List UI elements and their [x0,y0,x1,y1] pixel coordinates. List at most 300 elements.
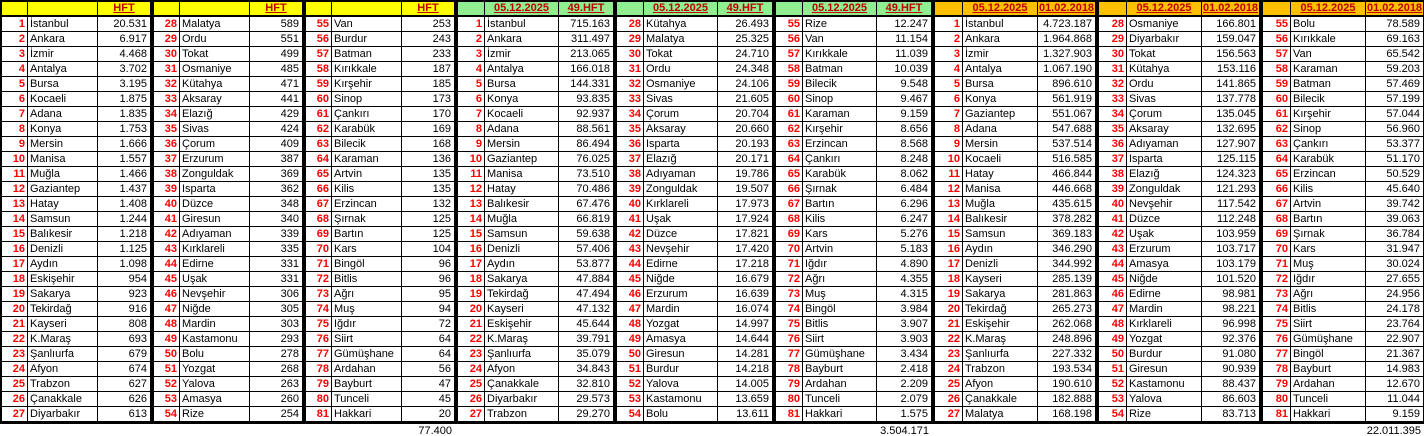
rank-cell[interactable]: 51 [617,362,644,377]
value-cell[interactable]: 125.115 [1202,152,1259,167]
city-cell[interactable]: Hakkari [1291,407,1366,422]
rank-cell[interactable]: 34 [1099,107,1127,122]
city-cell[interactable]: Şırnak [332,212,402,227]
value-cell[interactable]: 112.248 [1202,212,1259,227]
rank-cell[interactable]: 18 [458,272,485,287]
rank-cell[interactable]: 57 [306,47,332,62]
city-cell[interactable]: Rize [1127,407,1202,422]
rank-cell[interactable]: 53 [1099,392,1127,407]
city-cell[interactable]: Trabzon [963,362,1038,377]
rank-cell[interactable]: 37 [154,152,180,167]
rank-cell[interactable]: 24 [458,362,485,377]
rank-cell[interactable]: 76 [776,332,803,347]
city-cell[interactable]: Burdur [1127,347,1202,362]
value-cell[interactable]: 331 [250,257,302,272]
value-cell[interactable]: 613 [98,407,150,422]
city-cell[interactable]: Ağrı [803,272,877,287]
city-cell[interactable]: Niğde [180,302,250,317]
rank-cell[interactable]: 29 [154,32,180,47]
value-cell[interactable]: 954 [98,272,150,287]
rank-cell[interactable]: 29 [1099,32,1127,47]
rank-cell[interactable]: 52 [617,377,644,392]
city-cell[interactable]: Karaman [1291,62,1366,77]
city-cell[interactable]: Uşak [180,272,250,287]
rank-cell[interactable]: 60 [1263,92,1291,107]
rank-cell[interactable]: 2 [458,32,485,47]
rank-cell[interactable]: 75 [306,317,332,332]
value-cell[interactable]: 8.568 [877,137,931,152]
city-cell[interactable]: Erzincan [1291,167,1366,182]
city-cell[interactable]: Elazığ [1127,167,1202,182]
rank-cell[interactable]: 34 [154,107,180,122]
value-cell[interactable]: 3.195 [98,77,150,92]
rank-cell[interactable]: 43 [617,242,644,257]
rank-cell[interactable]: 65 [776,167,803,182]
value-cell[interactable]: 190.610 [1038,377,1095,392]
value-cell[interactable]: 551 [250,32,302,47]
value-cell[interactable]: 311.497 [559,32,613,47]
value-cell[interactable]: 14.644 [718,332,772,347]
value-cell[interactable]: 6.247 [877,212,931,227]
city-cell[interactable]: Kırıkkale [332,62,402,77]
rank-cell[interactable]: 35 [154,122,180,137]
value-cell[interactable]: 916 [98,302,150,317]
rank-cell[interactable]: 6 [935,92,963,107]
rank-cell[interactable]: 49 [154,332,180,347]
rank-cell[interactable]: 7 [935,107,963,122]
city-cell[interactable]: Eskişehir [963,317,1038,332]
value-cell[interactable]: 47.132 [559,302,613,317]
city-cell[interactable]: Bilecik [332,137,402,152]
city-cell[interactable]: Afyon [485,362,559,377]
city-cell[interactable]: Tokat [180,47,250,62]
rank-cell[interactable]: 2 [2,32,28,47]
rank-cell[interactable]: 73 [776,287,803,302]
value-cell[interactable]: 57.199 [1366,92,1423,107]
city-cell[interactable]: Kayseri [28,317,98,332]
group-total-cell[interactable]: 22.011.395 [1366,425,1421,436]
city-cell[interactable]: Gümüşhane [803,347,877,362]
value-header-cell[interactable]: HFT [250,2,302,17]
rank-cell[interactable]: 31 [617,62,644,77]
rank-cell[interactable]: 70 [1263,242,1291,257]
rank-cell[interactable]: 31 [154,62,180,77]
value-cell[interactable]: 16.679 [718,272,772,287]
rank-cell[interactable]: 45 [617,272,644,287]
city-cell[interactable]: Amasya [644,332,718,347]
rank-cell[interactable]: 47 [154,302,180,317]
value-cell[interactable]: 17.420 [718,242,772,257]
rank-cell[interactable]: 80 [306,392,332,407]
city-cell[interactable]: Erzurum [1127,242,1202,257]
date-header-cell[interactable]: 05.12.2025 [644,2,718,17]
value-cell[interactable]: 24.710 [718,47,772,62]
rank-cell[interactable]: 66 [1263,182,1291,197]
rank-cell[interactable]: 47 [1099,302,1127,317]
value-cell[interactable]: 127.907 [1202,137,1259,152]
city-cell[interactable]: Balıkesir [963,212,1038,227]
value-cell[interactable]: 94 [402,302,454,317]
date-header-cell[interactable]: 05.12.2025 [1291,2,1366,17]
city-cell[interactable]: Edirne [180,257,250,272]
city-cell[interactable]: Tunceli [332,392,402,407]
city-cell[interactable]: Denizli [28,242,98,257]
city-cell[interactable]: Mardin [180,317,250,332]
value-header-cell[interactable]: 49.HFT [877,2,931,17]
city-cell[interactable]: Denizli [485,242,559,257]
rank-cell[interactable]: 33 [1099,92,1127,107]
city-cell[interactable]: Bolu [1291,17,1366,32]
city-cell[interactable]: Denizli [963,257,1038,272]
value-cell[interactable]: 64 [402,332,454,347]
rank-cell[interactable]: 10 [935,152,963,167]
value-cell[interactable]: 561.919 [1038,92,1095,107]
value-cell[interactable]: 88.437 [1202,377,1259,392]
rank-header-cell[interactable] [306,2,332,17]
value-cell[interactable]: 471 [250,77,302,92]
city-cell[interactable]: Edirne [1127,287,1202,302]
value-cell[interactable]: 59.638 [559,227,613,242]
value-cell[interactable]: 429 [250,107,302,122]
rank-cell[interactable]: 44 [617,257,644,272]
date-header-cell[interactable]: 05.12.2025 [963,2,1038,17]
value-cell[interactable]: 1.964.868 [1038,32,1095,47]
rank-cell[interactable]: 77 [776,347,803,362]
rank-cell[interactable]: 2 [935,32,963,47]
city-cell[interactable]: Düzce [180,197,250,212]
value-cell[interactable]: 896.610 [1038,77,1095,92]
city-cell[interactable]: Çanakkale [28,392,98,407]
city-cell[interactable]: Zonguldak [1127,182,1202,197]
rank-cell[interactable]: 68 [1263,212,1291,227]
value-cell[interactable]: 135.045 [1202,107,1259,122]
value-cell[interactable]: 76.025 [559,152,613,167]
date-header-cell[interactable] [180,2,250,17]
value-cell[interactable]: 499 [250,47,302,62]
city-cell[interactable]: Malatya [644,32,718,47]
value-cell[interactable]: 56 [402,362,454,377]
city-cell[interactable]: Kırıkkale [803,47,877,62]
rank-cell[interactable]: 74 [776,302,803,317]
city-cell[interactable]: Sivas [180,122,250,137]
rank-cell[interactable]: 78 [776,362,803,377]
city-cell[interactable]: Adıyaman [1127,137,1202,152]
city-cell[interactable]: Ordu [1127,77,1202,92]
city-cell[interactable]: Aksaray [1127,122,1202,137]
value-cell[interactable]: 674 [98,362,150,377]
value-cell[interactable]: 19.786 [718,167,772,182]
rank-cell[interactable]: 48 [617,317,644,332]
rank-cell[interactable]: 79 [1263,377,1291,392]
rank-cell[interactable]: 40 [1099,197,1127,212]
city-cell[interactable]: Isparta [1127,152,1202,167]
value-cell[interactable]: 3.903 [877,332,931,347]
value-cell[interactable]: 83.713 [1202,407,1259,422]
city-cell[interactable]: Batman [1291,77,1366,92]
city-cell[interactable]: Karabük [1291,152,1366,167]
city-cell[interactable]: Isparta [644,137,718,152]
rank-cell[interactable]: 4 [458,62,485,77]
rank-cell[interactable]: 17 [2,257,28,272]
rank-cell[interactable]: 30 [1099,47,1127,62]
city-cell[interactable]: Ağrı [1291,287,1366,302]
rank-cell[interactable]: 50 [1099,347,1127,362]
city-cell[interactable]: Giresun [644,347,718,362]
rank-cell[interactable]: 44 [154,257,180,272]
rank-cell[interactable]: 41 [154,212,180,227]
value-cell[interactable]: 16.074 [718,302,772,317]
value-cell[interactable]: 72 [402,317,454,332]
value-cell[interactable]: 8.062 [877,167,931,182]
rank-cell[interactable]: 12 [458,182,485,197]
value-cell[interactable]: 14.005 [718,377,772,392]
city-cell[interactable]: Çorum [180,137,250,152]
rank-cell[interactable]: 49 [1099,332,1127,347]
city-cell[interactable]: Osmaniye [644,77,718,92]
value-cell[interactable]: 57.469 [1366,77,1423,92]
city-cell[interactable]: Karabük [332,122,402,137]
value-cell[interactable]: 9.159 [877,107,931,122]
value-cell[interactable]: 303 [250,317,302,332]
value-cell[interactable]: 135 [402,182,454,197]
rank-cell[interactable]: 25 [458,377,485,392]
value-cell[interactable]: 369.183 [1038,227,1095,242]
city-cell[interactable]: Kars [332,242,402,257]
rank-cell[interactable]: 5 [935,77,963,92]
city-cell[interactable]: Gümüşhane [1291,332,1366,347]
rank-cell[interactable]: 38 [617,167,644,182]
city-cell[interactable]: Samsun [28,212,98,227]
rank-cell[interactable]: 19 [2,287,28,302]
rank-cell[interactable]: 18 [935,272,963,287]
city-cell[interactable]: Kırklareli [1127,317,1202,332]
city-cell[interactable]: Çorum [1127,107,1202,122]
rank-cell[interactable]: 79 [306,377,332,392]
value-cell[interactable]: 156.563 [1202,47,1259,62]
rank-cell[interactable]: 17 [935,257,963,272]
city-cell[interactable]: Erzurum [644,287,718,302]
city-cell[interactable]: Çankırı [1291,137,1366,152]
rank-cell[interactable]: 36 [617,137,644,152]
value-cell[interactable]: 1.437 [98,182,150,197]
rank-header-cell[interactable] [458,2,485,17]
value-cell[interactable]: 34.843 [559,362,613,377]
value-cell[interactable]: 24.106 [718,77,772,92]
city-cell[interactable]: Şanlıurfa [963,347,1038,362]
value-cell[interactable]: 19.507 [718,182,772,197]
city-cell[interactable]: Samsun [963,227,1038,242]
city-cell[interactable]: Bartın [1291,212,1366,227]
rank-cell[interactable]: 70 [776,242,803,257]
city-cell[interactable]: Trabzon [28,377,98,392]
value-cell[interactable]: 260 [250,392,302,407]
value-cell[interactable]: 36.784 [1366,227,1423,242]
rank-header-cell[interactable] [1099,2,1127,17]
value-cell[interactable]: 233 [402,47,454,62]
city-cell[interactable]: Niğde [1127,272,1202,287]
value-cell[interactable]: 166.801 [1202,17,1259,32]
city-cell[interactable]: Kütahya [644,17,718,32]
rank-cell[interactable]: 11 [458,167,485,182]
city-cell[interactable]: Karabük [803,167,877,182]
rank-cell[interactable]: 11 [935,167,963,182]
rank-cell[interactable]: 67 [1263,197,1291,212]
rank-cell[interactable]: 13 [935,197,963,212]
value-header-cell[interactable]: 01.02.2018 [1366,2,1423,17]
value-cell[interactable]: 17.218 [718,257,772,272]
value-cell[interactable]: 20 [402,407,454,422]
city-cell[interactable]: Yozgat [180,362,250,377]
value-cell[interactable]: 14.281 [718,347,772,362]
city-cell[interactable]: Mersin [28,137,98,152]
rank-cell[interactable]: 30 [617,47,644,62]
value-cell[interactable]: 1.244 [98,212,150,227]
value-header-cell[interactable]: 49.HFT [718,2,772,17]
rank-cell[interactable]: 16 [935,242,963,257]
rank-cell[interactable]: 26 [2,392,28,407]
rank-cell[interactable]: 11 [2,167,28,182]
value-cell[interactable]: 88.561 [559,122,613,137]
value-cell[interactable]: 132 [402,197,454,212]
group-total-cell[interactable] [933,424,1097,436]
rank-cell[interactable]: 74 [1263,302,1291,317]
value-cell[interactable]: 253 [402,17,454,32]
value-cell[interactable]: 67.476 [559,197,613,212]
rank-cell[interactable]: 72 [1263,272,1291,287]
rank-cell[interactable]: 60 [306,92,332,107]
city-cell[interactable]: Bitlis [1291,302,1366,317]
value-cell[interactable]: 182.888 [1038,392,1095,407]
city-cell[interactable]: Çorum [644,107,718,122]
value-cell[interactable]: 627 [98,377,150,392]
rank-cell[interactable]: 71 [776,257,803,272]
city-cell[interactable]: Hatay [485,182,559,197]
city-cell[interactable]: Hatay [28,197,98,212]
city-cell[interactable]: Sivas [644,92,718,107]
date-header-cell[interactable] [332,2,402,17]
rank-cell[interactable]: 56 [1263,32,1291,47]
city-cell[interactable]: Kilis [1291,182,1366,197]
value-cell[interactable]: 693 [98,332,150,347]
value-cell[interactable]: 387 [250,152,302,167]
city-cell[interactable]: Hakkari [803,407,877,422]
city-cell[interactable]: Ardahan [332,362,402,377]
city-cell[interactable]: Balıkesir [28,227,98,242]
rank-cell[interactable]: 13 [2,197,28,212]
city-cell[interactable]: Niğde [644,272,718,287]
city-cell[interactable]: Van [332,17,402,32]
city-cell[interactable]: Bitlis [332,272,402,287]
rank-cell[interactable]: 16 [458,242,485,257]
value-cell[interactable]: 29.573 [559,392,613,407]
city-cell[interactable]: Çankırı [332,107,402,122]
city-cell[interactable]: Adana [28,107,98,122]
city-cell[interactable]: Aydın [963,242,1038,257]
city-cell[interactable]: Tokat [644,47,718,62]
city-cell[interactable]: Manisa [963,182,1038,197]
rank-cell[interactable]: 55 [776,17,803,32]
city-cell[interactable]: Kastamonu [644,392,718,407]
value-cell[interactable]: 103.959 [1202,227,1259,242]
rank-cell[interactable]: 1 [2,17,28,32]
city-cell[interactable]: Giresun [1127,362,1202,377]
city-cell[interactable]: Adıyaman [180,227,250,242]
value-cell[interactable]: 281.863 [1038,287,1095,302]
city-cell[interactable]: Siirt [332,332,402,347]
rank-cell[interactable]: 71 [1263,257,1291,272]
rank-cell[interactable]: 19 [935,287,963,302]
value-cell[interactable]: 31.947 [1366,242,1423,257]
rank-cell[interactable]: 13 [458,197,485,212]
rank-cell[interactable]: 32 [1099,77,1127,92]
rank-cell[interactable]: 65 [306,167,332,182]
rank-cell[interactable]: 18 [2,272,28,287]
value-cell[interactable]: 715.163 [559,17,613,32]
value-cell[interactable]: 57.044 [1366,107,1423,122]
value-cell[interactable]: 26.493 [718,17,772,32]
value-cell[interactable]: 13.659 [718,392,772,407]
value-cell[interactable]: 96 [402,257,454,272]
value-cell[interactable]: 435.615 [1038,197,1095,212]
city-cell[interactable]: Tekirdağ [485,287,559,302]
value-cell[interactable]: 168 [402,137,454,152]
rank-cell[interactable]: 67 [306,197,332,212]
rank-cell[interactable]: 32 [617,77,644,92]
city-cell[interactable]: Siirt [1291,317,1366,332]
rank-cell[interactable]: 14 [935,212,963,227]
city-cell[interactable]: Siirt [803,332,877,347]
rank-cell[interactable]: 9 [2,137,28,152]
value-cell[interactable]: 92.937 [559,107,613,122]
value-cell[interactable]: 485 [250,62,302,77]
rank-cell[interactable]: 50 [617,347,644,362]
rank-cell[interactable]: 55 [306,17,332,32]
rank-cell[interactable]: 3 [935,47,963,62]
city-cell[interactable]: Şanlıurfa [28,347,98,362]
city-cell[interactable]: Muş [1291,257,1366,272]
rank-cell[interactable]: 57 [1263,47,1291,62]
city-cell[interactable]: Ardahan [1291,377,1366,392]
city-cell[interactable]: Kilis [332,182,402,197]
city-cell[interactable]: Osmaniye [180,62,250,77]
value-cell[interactable]: 12.670 [1366,377,1423,392]
city-cell[interactable]: Elazığ [180,107,250,122]
city-cell[interactable]: Bolu [180,347,250,362]
city-cell[interactable]: Kırşehir [1291,107,1366,122]
rank-cell[interactable]: 10 [458,152,485,167]
value-cell[interactable]: 66.819 [559,212,613,227]
rank-cell[interactable]: 81 [1263,407,1291,422]
value-cell[interactable]: 3.702 [98,62,150,77]
rank-cell[interactable]: 49 [617,332,644,347]
date-header-cell[interactable]: 05.12.2025 [485,2,559,17]
city-cell[interactable]: Bolu [644,407,718,422]
rank-cell[interactable]: 24 [2,362,28,377]
value-cell[interactable]: 121.293 [1202,182,1259,197]
value-cell[interactable]: 98.221 [1202,302,1259,317]
city-cell[interactable]: Eskişehir [28,272,98,287]
city-cell[interactable]: Sivas [1127,92,1202,107]
value-cell[interactable]: 53.877 [559,257,613,272]
value-cell[interactable]: 4.468 [98,47,150,62]
rank-cell[interactable]: 25 [2,377,28,392]
value-cell[interactable]: 136 [402,152,454,167]
value-cell[interactable]: 378.282 [1038,212,1095,227]
rank-cell[interactable]: 7 [2,107,28,122]
rank-cell[interactable]: 59 [306,77,332,92]
rank-cell[interactable]: 77 [1263,347,1291,362]
rank-cell[interactable]: 5 [458,77,485,92]
